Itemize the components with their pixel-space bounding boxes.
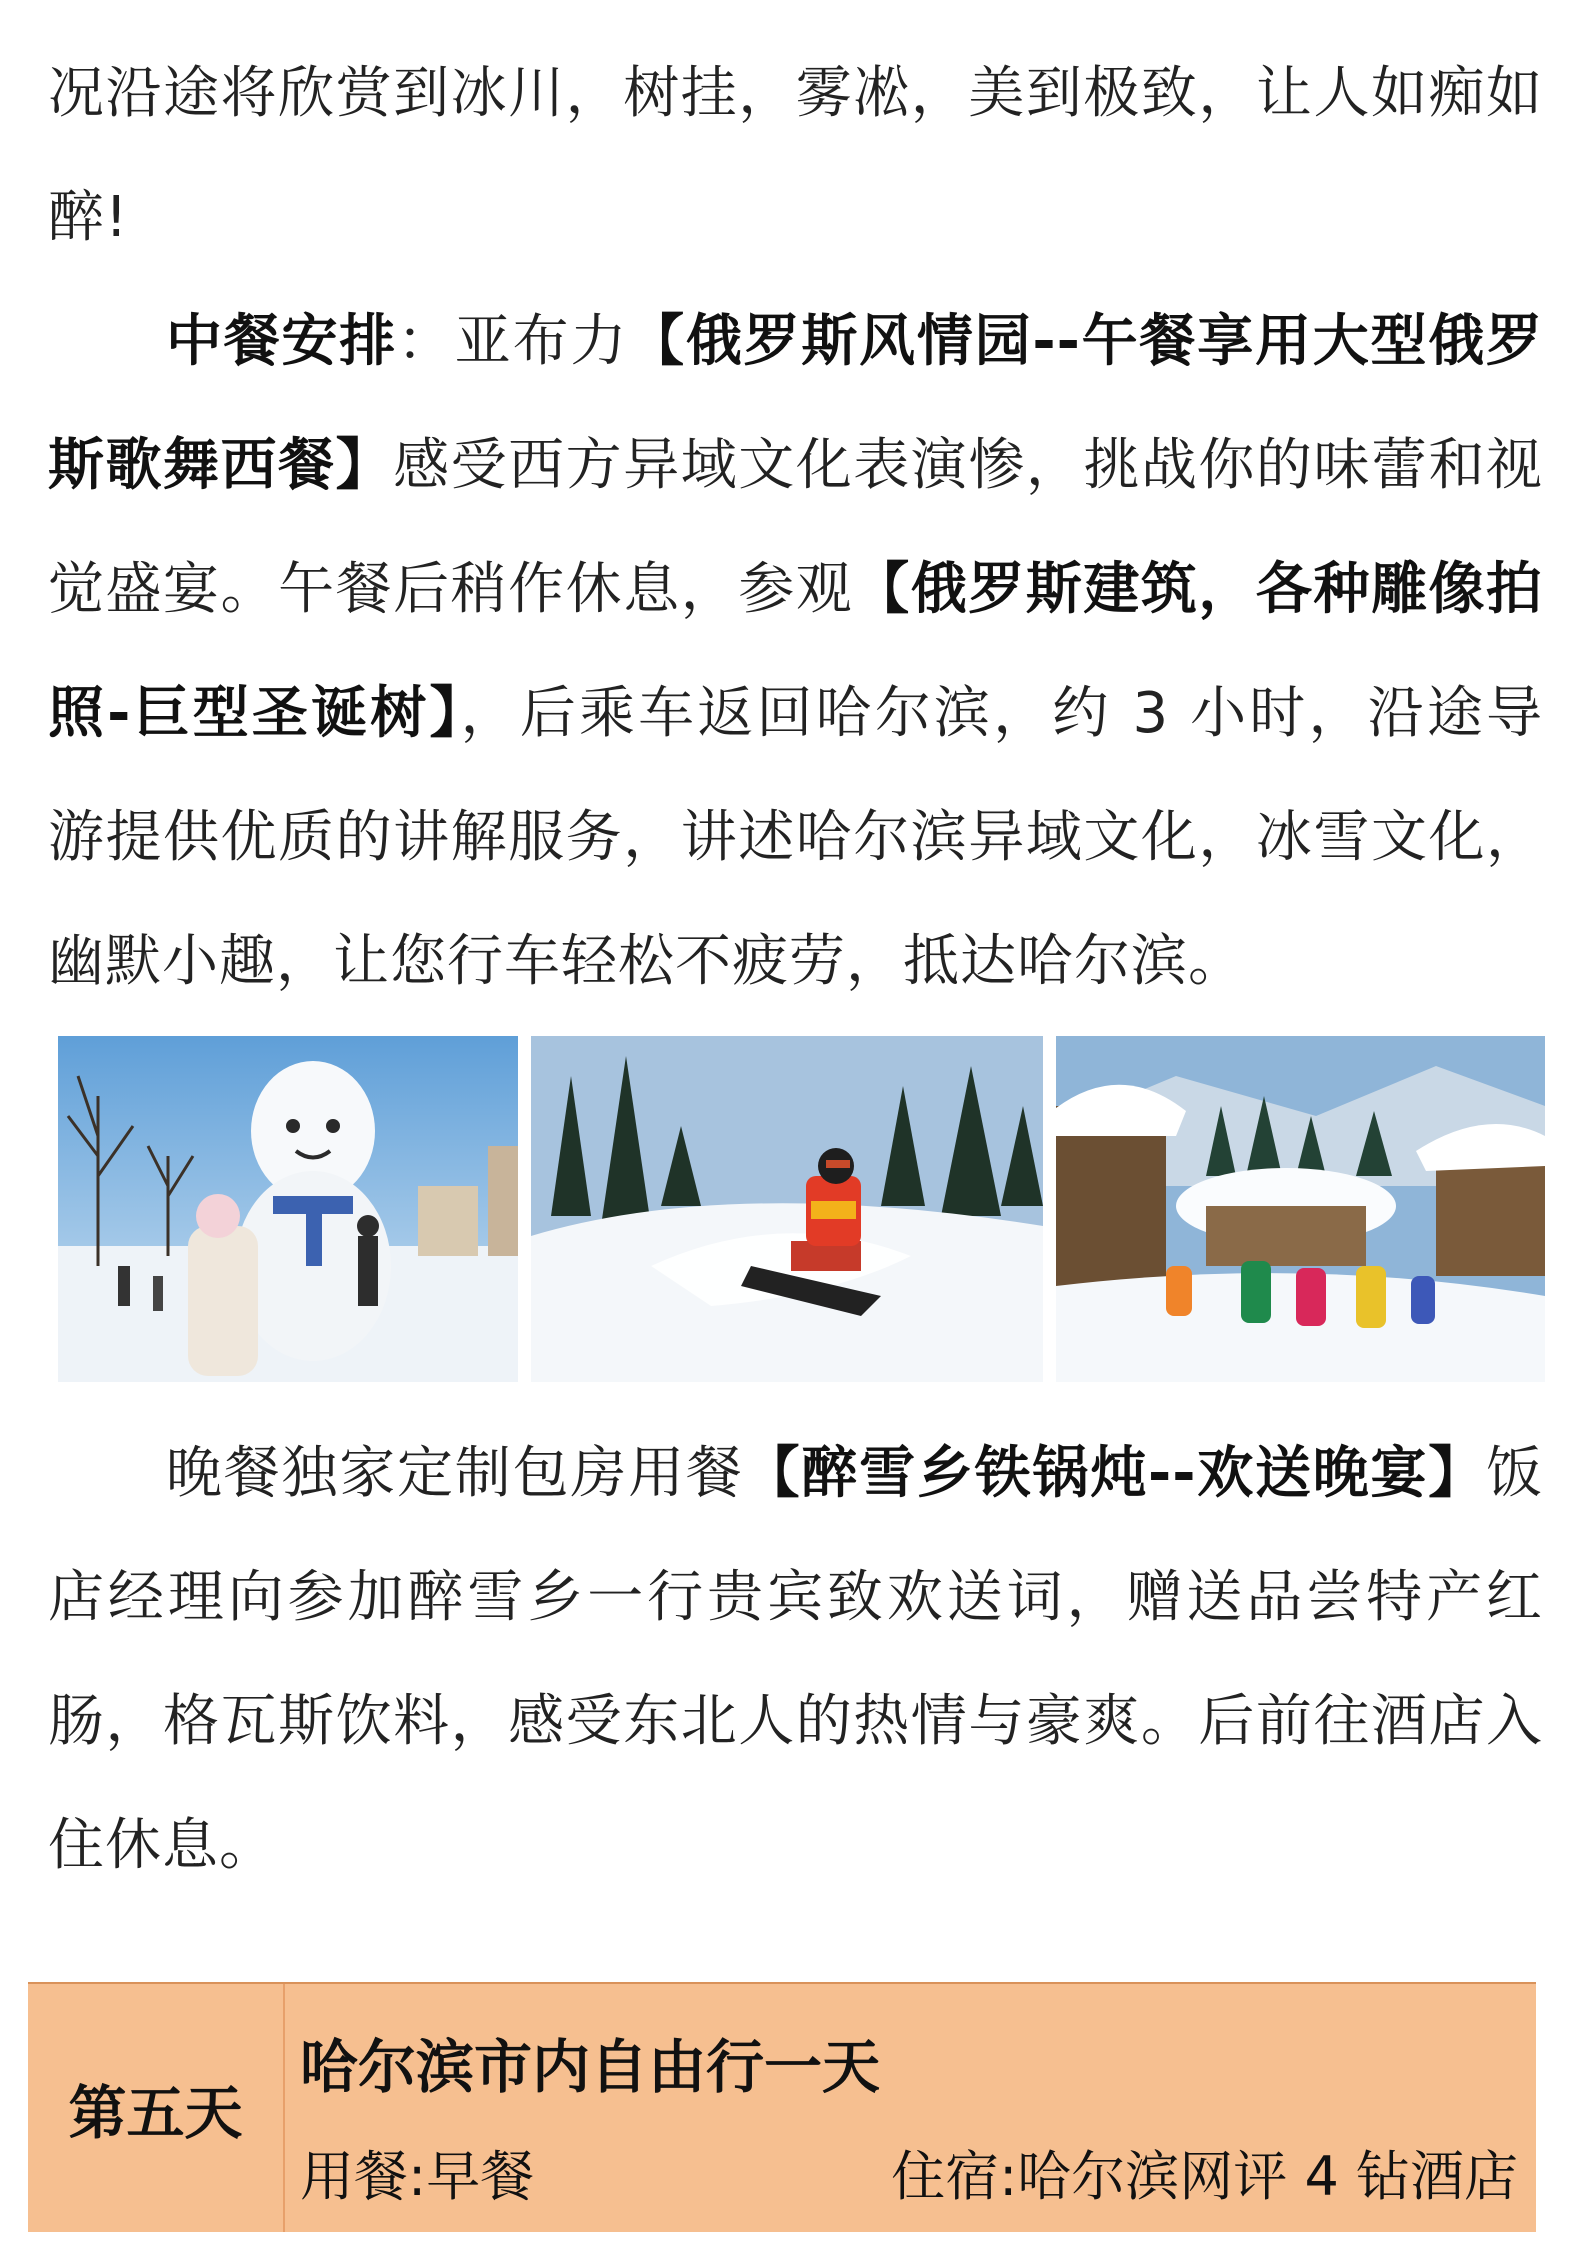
lunch-paragraph xyxy=(48,280,1543,1024)
lunch-text-2: 感受西方异域文化表演惨，挑战你的味蕾和视觉盛宴。午餐后稍作休息，参观 xyxy=(48,433,1544,622)
dinner-text-2: 饭店经理向参加醉雪乡一行贵宾致欢送词，赠送品尝特产红肠，格瓦斯饮料，感受东北人的热情与豪爽。后前往酒店入住休息。 xyxy=(48,1441,1544,1878)
lunch-text-3: ，后乘车返回哈尔滨，约 3 小时，沿途导游提供优质的讲解服务，讲述哈尔滨异域文化，冰雪文化，幽默小趣，让您行车轻松不疲劳，抵达哈尔滨。 xyxy=(48,681,1543,994)
day-title: 哈尔滨市内自由行一天 xyxy=(300,2033,881,2101)
lunch-lead-label: 中餐安排 xyxy=(166,309,398,374)
dinner-text-1: 晚餐独家定制包房用餐 xyxy=(166,1441,744,1506)
lunch-highlight-2: 【俄罗斯建筑，各种雕像拍照-巨型圣诞树】 xyxy=(48,557,1544,746)
day-meal-info: 用餐:早餐 xyxy=(300,2145,535,2208)
dinner-highlight: 【醉雪乡铁锅炖--欢送晚宴】 xyxy=(743,1441,1487,1506)
day-hotel-info: 住宿:哈尔滨网评 4 钻酒店 xyxy=(891,2145,1518,2208)
lunch-text-1: ：亚布力 xyxy=(397,309,629,374)
snowman-sculpture-photo xyxy=(58,1036,518,1382)
lunch-highlight-1: 【俄罗斯风情园--午餐享用大型俄罗斯歌舞西餐】 xyxy=(48,309,1544,498)
snow-village-photo xyxy=(1056,1036,1545,1382)
snowmobile-photo xyxy=(531,1036,1043,1382)
day-five-card xyxy=(28,1982,1536,2232)
dinner-paragraph xyxy=(48,1412,1543,1908)
photo-strip xyxy=(58,1036,1545,1382)
paragraph-intro-continued xyxy=(48,32,1543,280)
paragraph-intro-text: 况沿途将欣赏到冰川，树挂，雾凇，美到极致，让人如痴如醉! xyxy=(48,61,1543,250)
day-label: 第五天 xyxy=(28,1984,285,2232)
